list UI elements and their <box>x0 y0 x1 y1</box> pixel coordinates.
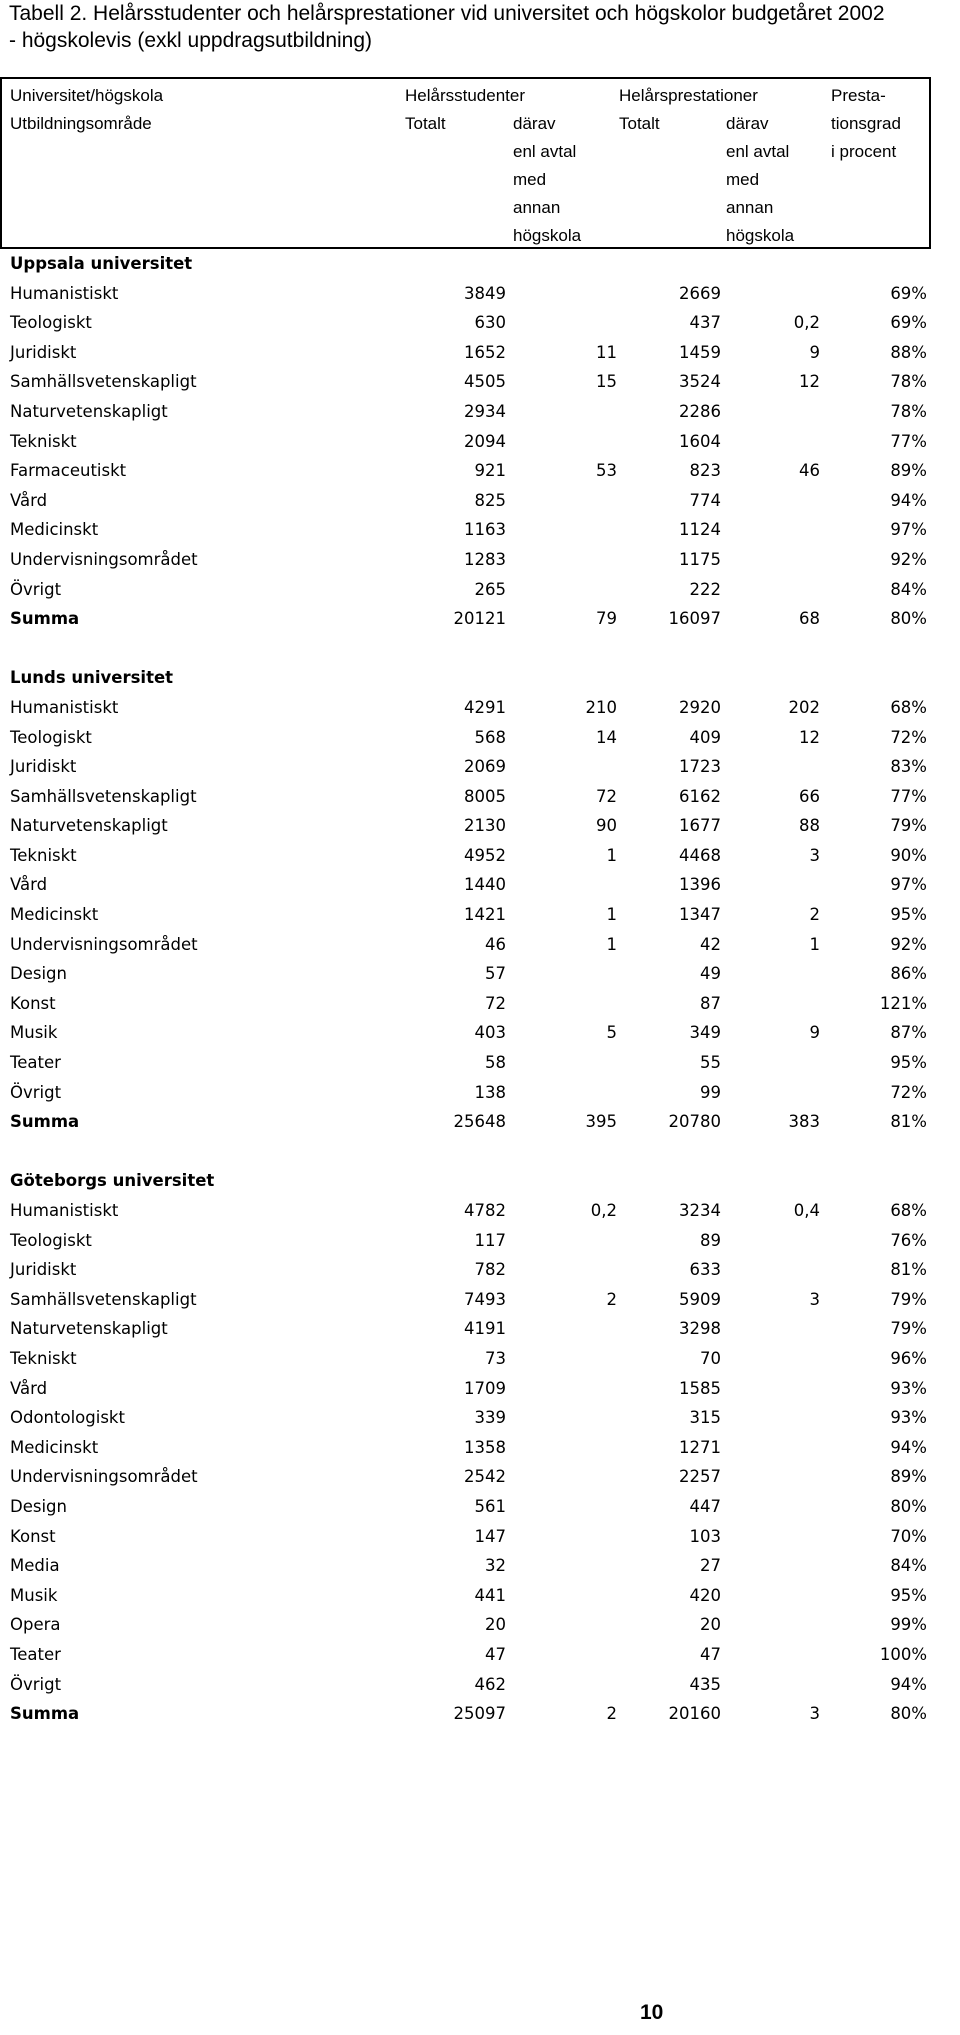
cell-students-total: 57 <box>485 964 506 984</box>
cell-performance-rate: 68% <box>890 697 927 717</box>
header-performance-darav: därav <box>726 114 769 133</box>
cell-performance-agreement: 1 <box>809 934 820 954</box>
area-label: Samhällsvetenskapligt <box>10 786 197 806</box>
cell-performance-total: 89 <box>700 1230 721 1250</box>
cell-students-total: 72 <box>485 993 506 1013</box>
cell-performance-rate: 96% <box>890 1348 927 1368</box>
cell-students-agreement: 15 <box>596 372 617 392</box>
cell-students-total: 403 <box>474 1023 506 1043</box>
summary-row <box>0 604 960 634</box>
cell-students-total: 265 <box>474 579 506 599</box>
cell-performance-total: 1175 <box>679 549 721 569</box>
cell-performance-rate: 121% <box>879 993 927 1013</box>
area-label: Musik <box>10 1585 58 1605</box>
area-label: Vård <box>10 875 48 895</box>
cell-performance-rate: 70% <box>890 1526 927 1546</box>
summary-label: Summa <box>10 1704 80 1724</box>
cell-students-total: 2542 <box>464 1467 506 1487</box>
cell-students-total: 8005 <box>464 786 506 806</box>
cell-students-agreement: 1 <box>606 905 617 925</box>
cell-performance-rate: 83% <box>890 757 927 777</box>
cell-performance-total: 20160 <box>668 1704 721 1724</box>
area-label: Vård <box>10 1378 48 1398</box>
cell-performance-agreement: 3 <box>809 845 820 865</box>
cell-performance-total: 435 <box>689 1674 721 1694</box>
university-name: Uppsala universitet <box>10 254 193 273</box>
cell-students-total: 630 <box>474 313 506 333</box>
cell-students-agreement: 1 <box>606 934 617 954</box>
cell-performance-rate: 94% <box>890 490 927 510</box>
cell-students-total: 1652 <box>464 342 506 362</box>
cell-performance-rate: 95% <box>890 1053 927 1073</box>
table-row <box>0 545 960 575</box>
cell-students-total: 441 <box>474 1585 506 1605</box>
area-label: Humanistiskt <box>10 1201 119 1220</box>
area-label: Naturvetenskapligt <box>10 401 168 421</box>
section-heading-row <box>0 249 960 279</box>
table-row <box>0 1255 960 1285</box>
cell-performance-total: 2669 <box>679 283 721 303</box>
section-spacer <box>0 1137 960 1167</box>
cell-performance-total: 55 <box>700 1053 721 1073</box>
summary-row <box>0 1107 960 1137</box>
cell-performance-total: 1723 <box>679 757 721 777</box>
cell-performance-rate: 78% <box>890 372 927 392</box>
area-label: Undervisningsområdet <box>10 1467 198 1487</box>
table-row <box>0 1285 960 1315</box>
area-label: Naturvetenskapligt <box>10 816 168 836</box>
header-rate-line-3: i procent <box>831 142 897 161</box>
section-heading-row <box>0 1166 960 1196</box>
summary-label: Summa <box>10 1112 80 1132</box>
table-row <box>0 841 960 871</box>
table-row <box>0 456 960 486</box>
cell-performance-rate: 81% <box>890 1112 927 1132</box>
cell-performance-agreement: 12 <box>799 372 820 392</box>
table-row <box>0 1610 960 1640</box>
cell-performance-total: 1459 <box>679 342 721 362</box>
area-label: Undervisningsområdet <box>10 549 198 569</box>
cell-performance-rate: 93% <box>890 1408 927 1428</box>
cell-performance-rate: 77% <box>890 431 927 451</box>
cell-students-total: 117 <box>474 1230 506 1250</box>
table-row <box>0 1551 960 1581</box>
cell-performance-rate: 80% <box>890 609 927 629</box>
cell-performance-total: 70 <box>700 1348 721 1368</box>
table-row <box>0 1522 960 1552</box>
cell-performance-rate: 87% <box>890 1023 927 1043</box>
cell-performance-rate: 97% <box>890 875 927 895</box>
area-label: Övrigt <box>10 579 62 599</box>
area-label: Vård <box>10 490 48 510</box>
cell-performance-rate: 92% <box>890 934 927 954</box>
cell-students-agreement: 53 <box>596 461 617 481</box>
table-row <box>0 1640 960 1670</box>
cell-performance-rate: 81% <box>890 1260 927 1280</box>
cell-students-total: 138 <box>474 1082 506 1102</box>
cell-performance-total: 47 <box>700 1644 721 1664</box>
page-number: 10 <box>640 2001 664 2024</box>
area-label: Teologiskt <box>10 1230 92 1250</box>
area-label: Teologiskt <box>10 727 92 747</box>
table-body <box>0 249 960 1729</box>
cell-performance-total: 3234 <box>679 1201 721 1220</box>
cell-performance-agreement: 46 <box>799 461 820 481</box>
table-row <box>0 959 960 989</box>
table-row <box>0 1581 960 1611</box>
cell-performance-total: 5909 <box>679 1289 721 1309</box>
cell-performance-total: 437 <box>689 313 721 333</box>
cell-performance-rate: 86% <box>890 964 927 984</box>
table-row <box>0 1018 960 1048</box>
cell-performance-agreement: 9 <box>809 1023 820 1043</box>
header-university: Universitet/högskola <box>10 86 164 105</box>
header-students-darav: därav <box>513 114 556 133</box>
area-label: Medicinskt <box>10 520 99 540</box>
area-label: Samhällsvetenskapligt <box>10 372 197 392</box>
header-performance-total: Totalt <box>619 114 660 133</box>
cell-performance-rate: 95% <box>890 1585 927 1605</box>
table-row <box>0 1344 960 1374</box>
cell-students-agreement: 11 <box>596 342 617 362</box>
cell-performance-total: 774 <box>689 490 721 510</box>
area-label: Musik <box>10 1023 58 1043</box>
cell-students-total: 4505 <box>464 372 506 392</box>
cell-performance-total: 349 <box>689 1023 721 1043</box>
cell-performance-total: 3524 <box>679 372 721 392</box>
area-label: Odontologiskt <box>10 1408 125 1428</box>
area-label: Media <box>10 1556 60 1576</box>
header-students-med: med <box>513 170 547 189</box>
cell-students-total: 825 <box>474 490 506 510</box>
cell-students-total: 46 <box>485 934 506 954</box>
cell-performance-rate: 69% <box>890 313 927 333</box>
table-title <box>9 0 954 54</box>
cell-students-agreement: 2 <box>606 1704 617 1724</box>
cell-students-total: 782 <box>474 1260 506 1280</box>
cell-students-agreement: 14 <box>596 727 617 747</box>
table-row <box>0 338 960 368</box>
header-students: Helårsstudenter <box>405 86 526 105</box>
cell-performance-total: 2286 <box>679 401 721 421</box>
cell-performance-total: 4468 <box>679 845 721 865</box>
area-label: Design <box>10 1496 67 1516</box>
header-performance-enl-avtal: enl avtal <box>726 142 790 161</box>
cell-students-total: 462 <box>474 1674 506 1694</box>
section-heading-row <box>0 663 960 693</box>
cell-performance-agreement: 88 <box>799 816 820 836</box>
cell-performance-rate: 84% <box>890 1556 927 1576</box>
area-label: Juridiskt <box>10 757 77 777</box>
cell-performance-total: 823 <box>689 461 721 481</box>
cell-performance-rate: 95% <box>890 905 927 925</box>
cell-students-total: 1421 <box>464 905 506 925</box>
cell-performance-rate: 100% <box>879 1644 927 1664</box>
area-label: Tekniskt <box>10 431 77 451</box>
cell-students-agreement: 90 <box>596 816 617 836</box>
cell-performance-rate: 90% <box>890 845 927 865</box>
cell-students-total: 2934 <box>464 401 506 421</box>
cell-performance-total: 103 <box>689 1526 721 1546</box>
table-row <box>0 308 960 338</box>
cell-students-agreement: 395 <box>585 1112 617 1132</box>
table-row <box>0 1374 960 1404</box>
cell-students-total: 4291 <box>464 697 506 717</box>
cell-performance-rate: 89% <box>890 1467 927 1487</box>
cell-performance-rate: 89% <box>890 461 927 481</box>
university-name: Göteborgs universitet <box>10 1171 215 1191</box>
cell-performance-total: 1347 <box>679 905 721 925</box>
header-performance: Helårsprestationer <box>619 86 758 105</box>
cell-performance-total: 1124 <box>679 520 721 540</box>
cell-performance-total: 409 <box>689 727 721 747</box>
cell-performance-total: 3298 <box>679 1319 721 1339</box>
cell-performance-rate: 80% <box>890 1496 927 1516</box>
cell-performance-total: 1677 <box>679 816 721 836</box>
cell-performance-agreement: 3 <box>809 1289 820 1309</box>
header-rate-line-1: Presta- <box>831 86 886 105</box>
table-row <box>0 1492 960 1522</box>
cell-performance-rate: 77% <box>890 786 927 806</box>
cell-performance-agreement: 68 <box>799 609 820 629</box>
cell-students-total: 561 <box>474 1496 506 1516</box>
summary-label: Summa <box>10 609 80 629</box>
table-row <box>0 1314 960 1344</box>
area-label: Juridiskt <box>10 1260 77 1280</box>
cell-students-agreement: 79 <box>596 609 617 629</box>
cell-students-total: 2069 <box>464 757 506 777</box>
table-row <box>0 367 960 397</box>
cell-performance-agreement: 12 <box>799 727 820 747</box>
cell-students-total: 4191 <box>464 1319 506 1339</box>
table-row <box>0 989 960 1019</box>
area-label: Medicinskt <box>10 905 99 925</box>
cell-performance-agreement: 383 <box>788 1112 820 1132</box>
table-row <box>0 1462 960 1492</box>
cell-performance-total: 420 <box>689 1585 721 1605</box>
cell-performance-total: 99 <box>700 1082 721 1102</box>
area-label: Humanistiskt <box>10 697 119 717</box>
area-label: Medicinskt <box>10 1437 99 1457</box>
cell-performance-total: 20 <box>700 1615 721 1635</box>
cell-students-total: 2094 <box>464 431 506 451</box>
cell-performance-rate: 79% <box>890 1319 927 1339</box>
header-students-enl-avtal: enl avtal <box>513 142 577 161</box>
cell-performance-rate: 84% <box>890 579 927 599</box>
cell-performance-total: 1271 <box>679 1437 721 1457</box>
cell-performance-rate: 93% <box>890 1378 927 1398</box>
cell-students-total: 3849 <box>464 283 506 303</box>
cell-performance-rate: 97% <box>890 520 927 540</box>
table-row <box>0 1226 960 1256</box>
area-label: Farmaceutiskt <box>10 461 127 481</box>
area-label: Juridiskt <box>10 342 77 362</box>
cell-performance-agreement: 66 <box>799 786 820 806</box>
area-label: Konst <box>10 993 56 1013</box>
cell-students-agreement: 1 <box>606 845 617 865</box>
cell-performance-total: 1585 <box>679 1378 721 1398</box>
header-area: Utbildningsområde <box>10 114 152 133</box>
cell-performance-rate: 94% <box>890 1437 927 1457</box>
cell-students-agreement: 72 <box>596 786 617 806</box>
table-row <box>0 752 960 782</box>
cell-performance-rate: 88% <box>890 342 927 362</box>
cell-performance-total: 87 <box>700 993 721 1013</box>
summary-row <box>0 1699 960 1729</box>
cell-performance-total: 2920 <box>679 697 721 717</box>
area-label: Teologiskt <box>10 313 92 333</box>
cell-performance-rate: 72% <box>890 1082 927 1102</box>
cell-students-total: 2130 <box>464 816 506 836</box>
table-row <box>0 279 960 309</box>
university-name: Lunds universitet <box>10 668 174 688</box>
cell-performance-rate: 69% <box>890 283 927 303</box>
cell-students-total: 1440 <box>464 875 506 895</box>
table-row <box>0 575 960 605</box>
cell-students-total: 339 <box>474 1408 506 1428</box>
area-label: Samhällsvetenskapligt <box>10 1289 197 1309</box>
table-row <box>0 782 960 812</box>
cell-performance-total: 2257 <box>679 1467 721 1487</box>
cell-performance-total: 315 <box>689 1408 721 1428</box>
cell-students-total: 568 <box>474 727 506 747</box>
cell-students-agreement: 210 <box>585 697 617 717</box>
cell-performance-agreement: 202 <box>788 697 820 717</box>
cell-students-agreement: 5 <box>606 1023 617 1043</box>
cell-performance-total: 49 <box>700 964 721 984</box>
cell-students-total: 4782 <box>464 1201 506 1220</box>
header-students-total: Totalt <box>405 114 446 133</box>
cell-performance-rate: 99% <box>890 1615 927 1635</box>
area-label: Tekniskt <box>10 1348 77 1368</box>
table-row <box>0 397 960 427</box>
table-row <box>0 1196 960 1226</box>
cell-students-total: 7493 <box>464 1289 506 1309</box>
area-label: Teater <box>10 1644 61 1664</box>
table-row <box>0 427 960 457</box>
cell-students-total: 20 <box>485 1615 506 1635</box>
area-label: Naturvetenskapligt <box>10 1319 168 1339</box>
cell-performance-rate: 94% <box>890 1674 927 1694</box>
cell-performance-rate: 72% <box>890 727 927 747</box>
cell-students-total: 1709 <box>464 1378 506 1398</box>
table-title-line-2: - högskolevis (exkl uppdragsutbildning) <box>9 29 373 52</box>
cell-students-total: 921 <box>474 461 506 481</box>
header-students-hogskola: högskola <box>513 226 582 245</box>
header-rate-line-2: tionsgrad <box>831 114 901 133</box>
cell-students-total: 1163 <box>464 520 506 540</box>
table-row <box>0 1078 960 1108</box>
area-label: Opera <box>10 1615 61 1635</box>
table-row <box>0 1433 960 1463</box>
header-performance-annan: annan <box>726 198 774 217</box>
cell-performance-agreement: 0,4 <box>793 1201 820 1220</box>
cell-students-total: 47 <box>485 1644 506 1664</box>
cell-students-total: 147 <box>474 1526 506 1546</box>
cell-students-total: 25648 <box>453 1112 506 1132</box>
cell-performance-rate: 79% <box>890 816 927 836</box>
table-row <box>0 811 960 841</box>
cell-students-agreement: 2 <box>606 1289 617 1309</box>
cell-students-total: 25097 <box>453 1704 506 1724</box>
cell-students-total: 58 <box>485 1053 506 1073</box>
cell-students-total: 1358 <box>464 1437 506 1457</box>
area-label: Undervisningsområdet <box>10 934 198 954</box>
cell-performance-total: 6162 <box>679 786 721 806</box>
cell-students-total: 73 <box>485 1348 506 1368</box>
cell-performance-agreement: 9 <box>809 342 820 362</box>
area-label: Konst <box>10 1526 56 1546</box>
table-row <box>0 486 960 516</box>
cell-students-agreement: 0,2 <box>590 1201 617 1220</box>
table-row <box>0 515 960 545</box>
cell-performance-agreement: 0,2 <box>793 313 820 333</box>
cell-performance-total: 633 <box>689 1260 721 1280</box>
cell-students-total: 32 <box>485 1556 506 1576</box>
header-performance-med: med <box>726 170 760 189</box>
cell-performance-total: 1604 <box>679 431 721 451</box>
cell-performance-total: 42 <box>700 934 721 954</box>
header-students-annan: annan <box>513 198 561 217</box>
table-row <box>0 723 960 753</box>
table-row <box>0 693 960 723</box>
cell-performance-rate: 92% <box>890 549 927 569</box>
area-label: Övrigt <box>10 1082 62 1102</box>
area-label: Teater <box>10 1053 61 1073</box>
table-row <box>0 1403 960 1433</box>
area-label: Tekniskt <box>10 845 77 865</box>
cell-performance-rate: 76% <box>890 1230 927 1250</box>
section-spacer <box>0 634 960 664</box>
area-label: Humanistiskt <box>10 283 119 303</box>
area-label: Design <box>10 964 67 984</box>
cell-performance-agreement: 3 <box>809 1704 820 1724</box>
table-row <box>0 930 960 960</box>
cell-performance-rate: 78% <box>890 401 927 421</box>
cell-performance-total: 222 <box>689 579 721 599</box>
table-row <box>0 900 960 930</box>
table-row <box>0 870 960 900</box>
table-header <box>0 77 931 249</box>
table-row <box>0 1048 960 1078</box>
cell-performance-rate: 68% <box>890 1201 927 1220</box>
cell-performance-total: 16097 <box>668 609 721 629</box>
cell-performance-total: 447 <box>689 1496 721 1516</box>
cell-performance-agreement: 2 <box>809 905 820 925</box>
cell-students-total: 20121 <box>453 609 506 629</box>
table-row <box>0 1670 960 1700</box>
cell-students-total: 4952 <box>464 845 506 865</box>
cell-performance-rate: 79% <box>890 1289 927 1309</box>
cell-performance-rate: 80% <box>890 1704 927 1724</box>
table-title-line-1: Tabell 2. Helårsstudenter och helårsprestationer vid universitet och högskolor budgetåret 2002 <box>9 2 885 25</box>
cell-performance-total: 27 <box>700 1556 721 1576</box>
area-label: Övrigt <box>10 1674 62 1694</box>
cell-performance-total: 20780 <box>668 1112 721 1132</box>
cell-students-total: 1283 <box>464 549 506 569</box>
header-performance-hogskola: högskola <box>726 226 795 245</box>
cell-performance-total: 1396 <box>679 875 721 895</box>
